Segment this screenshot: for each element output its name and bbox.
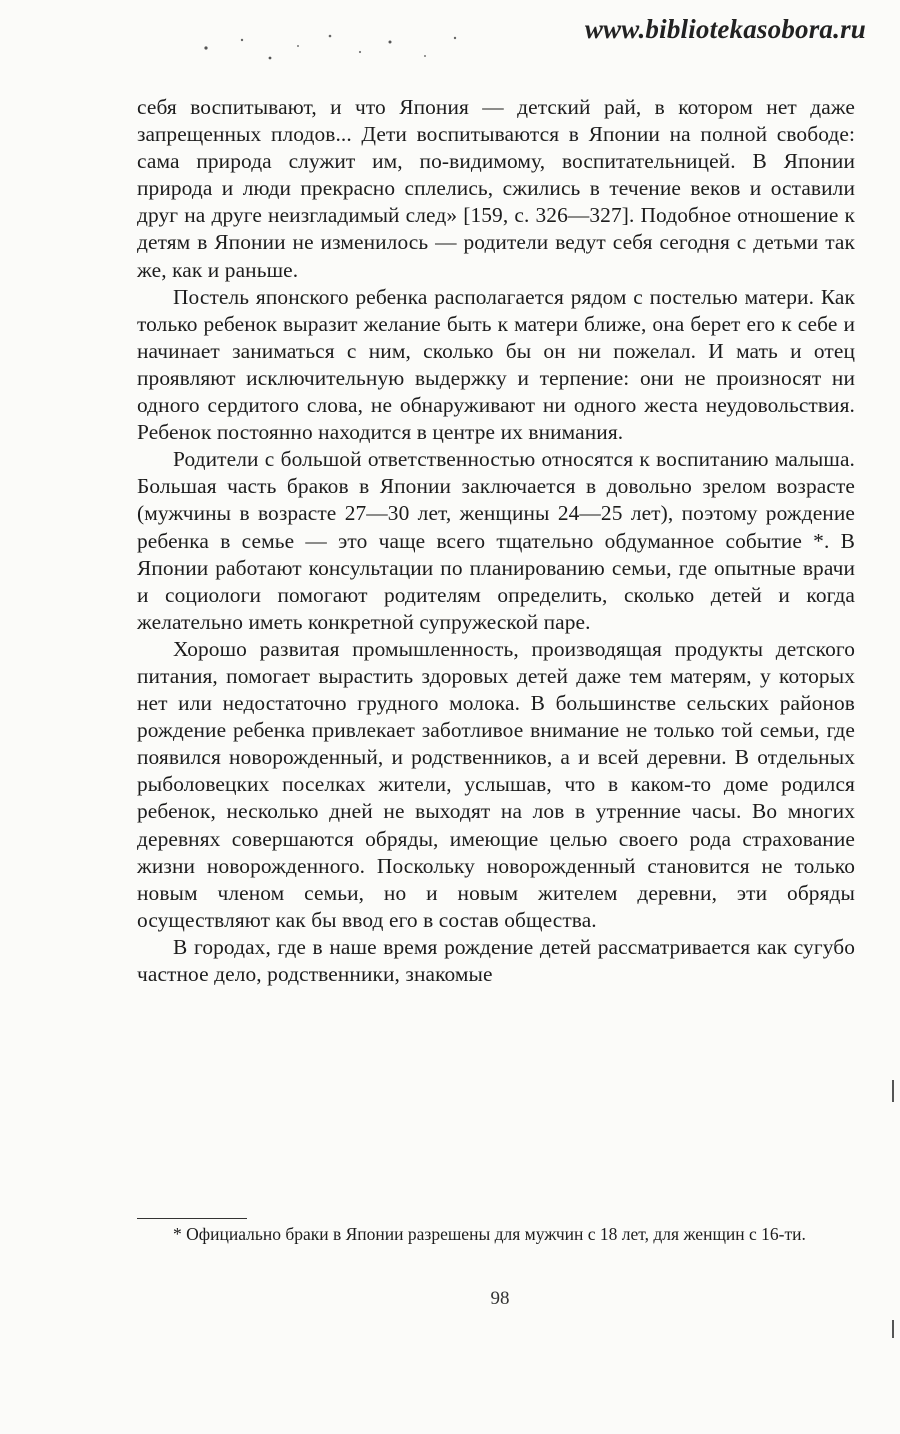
footnote: * Официально браки в Японии разрешены для мужчин с 18 лет, для женщин с 16-ти. — [173, 1224, 806, 1244]
paragraph-2: Постель японского ребенка располагается рядом с постелью матери. Как только ребенок выразит желание быть к матери ближе, она берет его к себе и начинает заниматься с ним, сколько бы он ни пожелал. И мать и отец проявляют исключительную выдержку и терпение: они не произносят ни одного сердитого слова, не обнаруживают ни одного жеста неудовольствия. Ребенок постоянно находится в центре их внимания. — [137, 284, 855, 445]
paragraph-1: себя воспитывают, и что Япония — детский рай, в котором нет даже запрещенных плодов... Дети воспитываются в Японии на полной свободе: сама природа служит им, по-видимому, воспитательницей. В Японии природа и люди прекрасно сплелись, сжились в течение веков и оставили друг на друге неизгладимый след» [159, с. 326—327]. Подобное отношение к детям в Японии не изменилось — родители ведут себя сегодня с детьми так же, как и раньше. — [137, 95, 855, 282]
scan-edge-mark — [892, 1080, 894, 1102]
scan-edge-mark — [892, 1320, 894, 1338]
page-number: 98 — [490, 1288, 510, 1309]
footnote-rule — [137, 1218, 247, 1219]
paragraph-4: Хорошо развитая промышленность, производящая продукты детского питания, помогает вырастить здоровых детей даже тем матерям, у которых нет или недостаточно грудного молока. В большинстве сельских районов рождение ребенка привлекает заботливое внимание не только той семьи, где появился новорожденный, и родственников, а и всей деревни. В отдельных рыболовецких поселках жители, услышав, что в каком-то доме родился ребенок, несколько дней не выходят на лов в утренние часы. Во многих деревнях совершаются обряды, имеющие целью своего рода страхование жизни новорожденного. Поскольку новорожденный становится не только новым членом семьи, но и новым жителем деревни, эти обряды осуществляют как бы ввод его в состав общества. — [137, 636, 855, 932]
paragraph-3: Родители с большой ответственностью относятся к воспитанию малыша. Большая часть браков в Японии заключается в довольно зрелом возрасте (мужчины в возрасте 27—30 лет, женщины 24—25 лет), поэтому рождение ребенка в семье — это чаще всего тщательно обдуманное событие *. В Японии работают консультации по планированию семьи, где опытные врачи и социологи помогают родителям определить, сколько детей и когда желательно иметь конкретной супружеской паре. — [137, 447, 855, 634]
site-watermark: www.bibliotekasobora.ru — [584, 14, 866, 44]
scan-specks — [200, 18, 500, 78]
paragraph-5: В городах, где в наше время рождение детей рассматривается как сугубо частное дело, родственники, знакомые — [137, 934, 855, 986]
main-text — [137, 94, 855, 988]
